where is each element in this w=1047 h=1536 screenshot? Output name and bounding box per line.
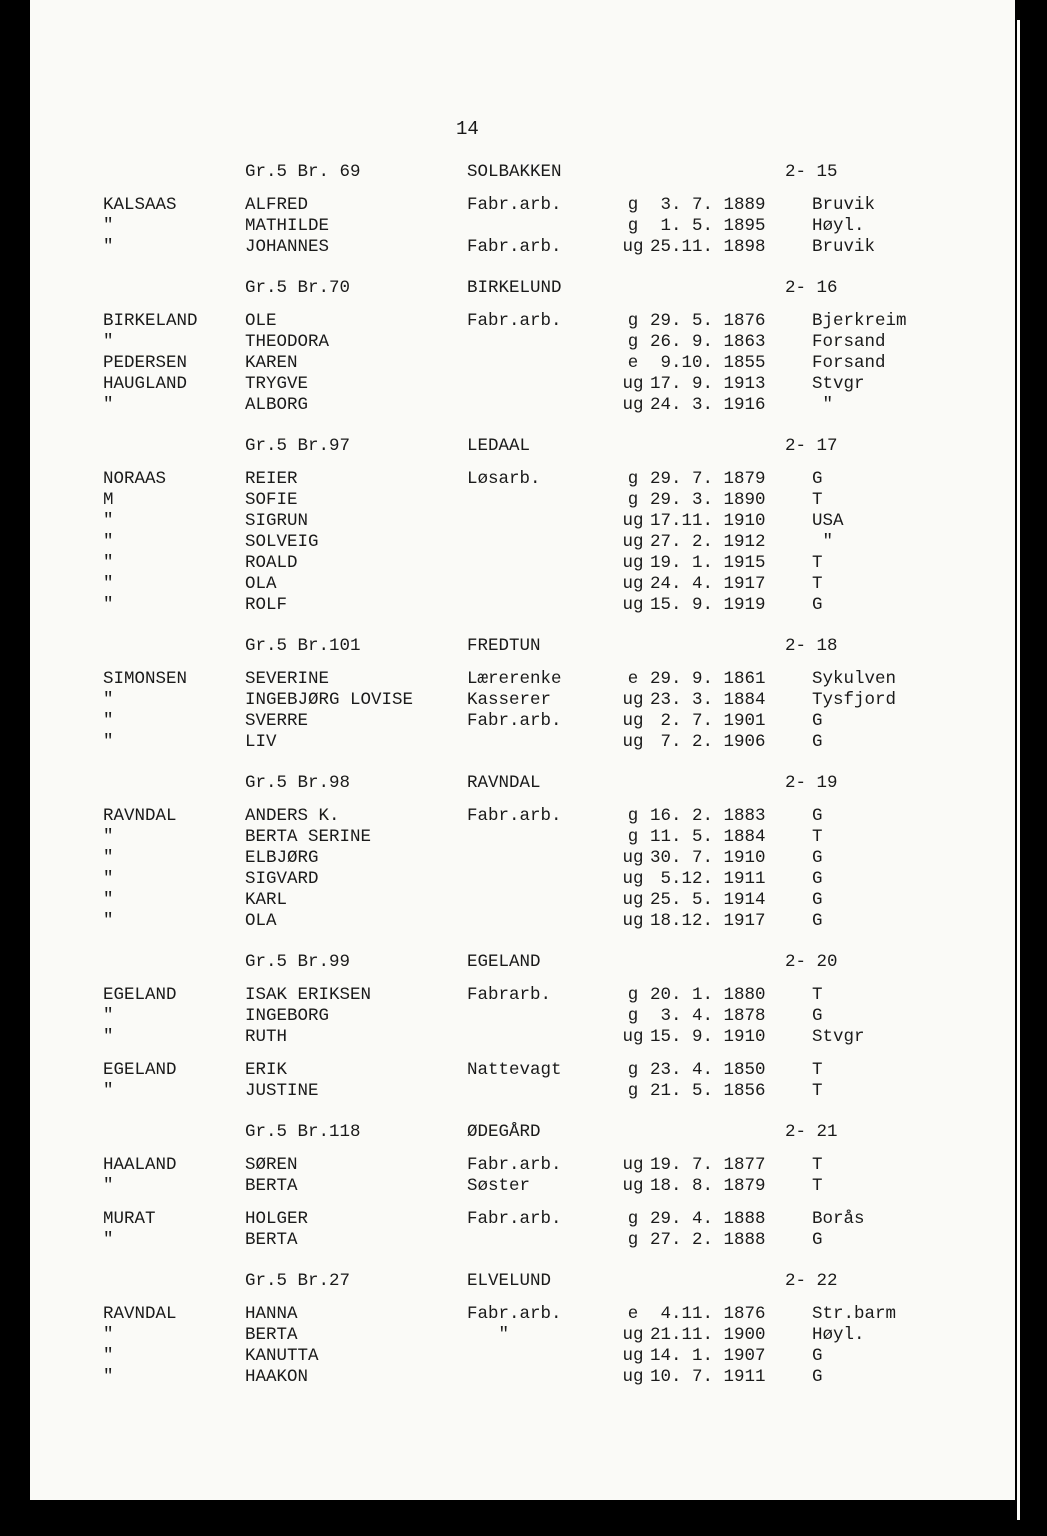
occupation: Fabr.arb. [467, 237, 562, 257]
birth-place: G [812, 1367, 823, 1387]
first-name: KARL [245, 890, 288, 910]
occupation: Fabr.arb. [467, 1155, 562, 1175]
surname: EGELAND [103, 985, 177, 1005]
birth-date: 21. 5. 1856 [650, 1081, 766, 1101]
marital-status: ug [622, 595, 644, 615]
house-name: FREDTUN [467, 636, 541, 656]
surname: NORAAS [103, 469, 167, 489]
birth-date: 29. 7. 1879 [650, 469, 766, 489]
birth-place: USA [812, 511, 844, 531]
birth-date: 24. 3. 1916 [650, 395, 766, 415]
marital-status: g [627, 1006, 639, 1026]
birth-date: 3. 4. 1878 [650, 1006, 766, 1026]
birth-date: 3. 7. 1889 [650, 195, 766, 215]
birth-date: 7. 2. 1906 [650, 732, 766, 752]
person-row [30, 806, 1015, 827]
person-row [30, 1325, 1015, 1346]
house-code: 2- 21 [785, 1122, 838, 1142]
marital-status: g [627, 1209, 639, 1229]
surname: RAVNDAL [103, 806, 177, 826]
first-name: BERTA [245, 1230, 298, 1250]
first-name: ERIK [245, 1060, 288, 1080]
birth-place: T [812, 827, 823, 847]
surname: " [103, 216, 114, 236]
birth-date: 4.11. 1876 [650, 1304, 766, 1324]
birth-date: 11. 5. 1884 [650, 827, 766, 847]
birth-place: T [812, 1176, 823, 1196]
first-name: SØREN [245, 1155, 298, 1175]
person-row [30, 911, 1015, 932]
birth-date: 29. 3. 1890 [650, 490, 766, 510]
marital-status: ug [622, 1155, 644, 1175]
birth-place: T [812, 1155, 823, 1175]
surname: " [103, 395, 114, 415]
surname: SIMONSEN [103, 669, 188, 689]
person-row [30, 490, 1015, 511]
house-code: 2- 22 [785, 1271, 838, 1291]
house-name: LEDAAL [467, 436, 531, 456]
birth-date: 15. 9. 1919 [650, 595, 766, 615]
first-name: SOLVEIG [245, 532, 319, 552]
household-header [30, 436, 1015, 457]
first-name: SOFIE [245, 490, 298, 510]
first-name: ISAK ERIKSEN [245, 985, 372, 1005]
household-header [30, 952, 1015, 973]
first-name: TRYGVE [245, 374, 309, 394]
marital-status: g [627, 985, 639, 1005]
first-name: JOHANNES [245, 237, 330, 257]
birth-place: Forsand [812, 332, 886, 352]
first-name: ALFRED [245, 195, 309, 215]
household-header [30, 1122, 1015, 1143]
marital-status: g [627, 1060, 639, 1080]
surname: " [103, 1367, 114, 1387]
person-row [30, 1230, 1015, 1251]
birth-date: 27. 2. 1888 [650, 1230, 766, 1250]
house-code: 2- 18 [785, 636, 838, 656]
marital-status: ug [622, 732, 644, 752]
first-name: OLE [245, 311, 277, 331]
person-row [30, 1209, 1015, 1230]
page-edge-line [1017, 20, 1020, 1520]
person-row [30, 985, 1015, 1006]
person-row [30, 1006, 1015, 1027]
occupation: Fabrarb. [467, 985, 552, 1005]
person-row [30, 848, 1015, 869]
birth-place: Forsand [812, 353, 886, 373]
first-name: JUSTINE [245, 1081, 319, 1101]
birth-date: 21.11. 1900 [650, 1325, 766, 1345]
household-group [30, 773, 1015, 932]
house-number: Gr.5 Br.70 [245, 278, 351, 298]
person-row [30, 1155, 1015, 1176]
house-code: 2- 15 [785, 162, 838, 182]
marital-status: ug [622, 1325, 644, 1345]
first-name: SIGRUN [245, 511, 309, 531]
first-name: HOLGER [245, 1209, 309, 1229]
person-row [30, 1027, 1015, 1048]
occupation: Søster [467, 1176, 531, 1196]
birth-date: 26. 9. 1863 [650, 332, 766, 352]
occupation: Fabr.arb. [467, 806, 562, 826]
birth-place: G [812, 1346, 823, 1366]
birth-place: Tysfjord [812, 690, 897, 710]
marital-status: ug [622, 1346, 644, 1366]
birth-place: T [812, 1081, 823, 1101]
marital-status: ug [622, 711, 644, 731]
household-header [30, 162, 1015, 183]
marital-status: ug [622, 690, 644, 710]
first-name: BERTA SERINE [245, 827, 372, 847]
marital-status: ug [622, 511, 644, 531]
surname: " [103, 1006, 114, 1026]
birth-date: 27. 2. 1912 [650, 532, 766, 552]
surname: BIRKELAND [103, 311, 198, 331]
person-row [30, 574, 1015, 595]
household-header [30, 1271, 1015, 1292]
household-group [30, 952, 1015, 1102]
birth-place: T [812, 553, 823, 573]
marital-status: ug [622, 869, 644, 889]
surname: PEDERSEN [103, 353, 188, 373]
person-row [30, 353, 1015, 374]
surname: HAALAND [103, 1155, 177, 1175]
person-row [30, 237, 1015, 258]
person-row [30, 690, 1015, 711]
occupation: " [467, 1325, 510, 1345]
first-name: HAAKON [245, 1367, 309, 1387]
surname: " [103, 553, 114, 573]
surname: EGELAND [103, 1060, 177, 1080]
first-name: BERTA [245, 1325, 298, 1345]
birth-date: 23. 4. 1850 [650, 1060, 766, 1080]
surname: " [103, 911, 114, 931]
person-row [30, 732, 1015, 753]
birth-date: 30. 7. 1910 [650, 848, 766, 868]
household-header [30, 636, 1015, 657]
first-name: ROALD [245, 553, 298, 573]
birth-place: G [812, 890, 823, 910]
birth-place: G [812, 806, 823, 826]
house-name: SOLBAKKEN [467, 162, 562, 182]
marital-status: e [627, 669, 639, 689]
house-code: 2- 19 [785, 773, 838, 793]
person-row [30, 216, 1015, 237]
surname: " [103, 1346, 114, 1366]
birth-date: 19. 1. 1915 [650, 553, 766, 573]
first-name: REIER [245, 469, 298, 489]
first-name: OLA [245, 911, 277, 931]
surname: KALSAAS [103, 195, 177, 215]
first-name: ANDERS K. [245, 806, 340, 826]
birth-date: 17. 9. 1913 [650, 374, 766, 394]
person-row [30, 1176, 1015, 1197]
marital-status: ug [622, 1367, 644, 1387]
house-number: Gr.5 Br.101 [245, 636, 361, 656]
surname: " [103, 1027, 114, 1047]
birth-place: Stvgr [812, 1027, 865, 1047]
surname: " [103, 1230, 114, 1250]
birth-place: " [812, 532, 834, 552]
household-header [30, 278, 1015, 299]
birth-date: 16. 2. 1883 [650, 806, 766, 826]
surname: " [103, 511, 114, 531]
house-number: Gr.5 Br.99 [245, 952, 351, 972]
birth-place: T [812, 574, 823, 594]
person-row [30, 195, 1015, 216]
first-name: OLA [245, 574, 277, 594]
person-row [30, 827, 1015, 848]
birth-date: 20. 1. 1880 [650, 985, 766, 1005]
marital-status: g [627, 195, 639, 215]
surname: MURAT [103, 1209, 156, 1229]
surname: " [103, 732, 114, 752]
birth-date: 5.12. 1911 [650, 869, 766, 889]
birth-date: 15. 9. 1910 [650, 1027, 766, 1047]
marital-status: g [627, 216, 639, 236]
surname: " [103, 869, 114, 889]
birth-place: G [812, 732, 823, 752]
person-row [30, 595, 1015, 616]
person-row [30, 1081, 1015, 1102]
person-row [30, 395, 1015, 416]
person-row [30, 669, 1015, 690]
marital-status: g [627, 490, 639, 510]
occupation: Fabr.arb. [467, 711, 562, 731]
first-name: ROLF [245, 595, 288, 615]
birth-date: 29. 9. 1861 [650, 669, 766, 689]
occupation: Lærerenke [467, 669, 562, 689]
birth-place: T [812, 490, 823, 510]
occupation: Fabr.arb. [467, 311, 562, 331]
surname: " [103, 574, 114, 594]
first-name: INGEBORG [245, 1006, 330, 1026]
surname: RAVNDAL [103, 1304, 177, 1324]
surname: " [103, 1081, 114, 1101]
house-name: BIRKELUND [467, 278, 562, 298]
birth-date: 23. 3. 1884 [650, 690, 766, 710]
birth-place: G [812, 711, 823, 731]
first-name: HANNA [245, 1304, 298, 1324]
occupation: Fabr.arb. [467, 1304, 562, 1324]
house-number: Gr.5 Br.97 [245, 436, 351, 456]
birth-date: 10. 7. 1911 [650, 1367, 766, 1387]
first-name: SEVERINE [245, 669, 330, 689]
person-row [30, 374, 1015, 395]
birth-place: Str.barm [812, 1304, 897, 1324]
surname: " [103, 1176, 114, 1196]
marital-status: ug [622, 1027, 644, 1047]
birth-place: G [812, 911, 823, 931]
person-row [30, 1060, 1015, 1081]
birth-place: Stvgr [812, 374, 865, 394]
document-page [30, 0, 1015, 1500]
marital-status: g [627, 332, 639, 352]
first-name: RUTH [245, 1027, 288, 1047]
marital-status: g [627, 1081, 639, 1101]
marital-status: ug [622, 911, 644, 931]
house-code: 2- 20 [785, 952, 838, 972]
house-code: 2- 16 [785, 278, 838, 298]
marital-status: ug [622, 532, 644, 552]
birth-place: G [812, 848, 823, 868]
surname: " [103, 237, 114, 257]
first-name: INGEBJØRG LOVISE [245, 690, 414, 710]
person-row [30, 332, 1015, 353]
birth-date: 24. 4. 1917 [650, 574, 766, 594]
house-number: Gr.5 Br. 69 [245, 162, 361, 182]
person-row [30, 532, 1015, 553]
birth-date: 19. 7. 1877 [650, 1155, 766, 1175]
birth-place: " [812, 395, 834, 415]
person-row [30, 311, 1015, 332]
household-group [30, 636, 1015, 753]
birth-date: 9.10. 1855 [650, 353, 766, 373]
birth-place: Borås [812, 1209, 865, 1229]
birth-date: 25.11. 1898 [650, 237, 766, 257]
birth-date: 29. 5. 1876 [650, 311, 766, 331]
household-group [30, 1122, 1015, 1251]
marital-status: ug [622, 553, 644, 573]
register-listing [30, 162, 1015, 1408]
surname: M [103, 490, 114, 510]
surname: " [103, 711, 114, 731]
birth-place: Sykulven [812, 669, 897, 689]
marital-status: g [627, 311, 639, 331]
occupation: Fabr.arb. [467, 195, 562, 215]
surname: " [103, 690, 114, 710]
household-group [30, 162, 1015, 258]
occupation: Løsarb. [467, 469, 541, 489]
marital-status: ug [622, 395, 644, 415]
first-name: LIV [245, 732, 277, 752]
first-name: BERTA [245, 1176, 298, 1196]
occupation: Nattevagt [467, 1060, 562, 1080]
birth-date: 18.12. 1917 [650, 911, 766, 931]
occupation: Kasserer [467, 690, 552, 710]
birth-date: 18. 8. 1879 [650, 1176, 766, 1196]
birth-place: G [812, 1006, 823, 1026]
birth-place: G [812, 595, 823, 615]
birth-date: 1. 5. 1895 [650, 216, 766, 236]
surname: " [103, 595, 114, 615]
marital-status: e [627, 1304, 639, 1324]
surname: " [103, 848, 114, 868]
birth-date: 2. 7. 1901 [650, 711, 766, 731]
house-name: ØDEGÅRD [467, 1122, 541, 1142]
first-name: ELBJØRG [245, 848, 319, 868]
person-row [30, 1346, 1015, 1367]
marital-status: e [627, 353, 639, 373]
surname: " [103, 1325, 114, 1345]
marital-status: ug [622, 237, 644, 257]
birth-place: T [812, 985, 823, 1005]
household-group [30, 1271, 1015, 1388]
person-row [30, 469, 1015, 490]
house-number: Gr.5 Br.27 [245, 1271, 351, 1291]
first-name: ALBORG [245, 395, 309, 415]
person-row [30, 1304, 1015, 1325]
person-row [30, 511, 1015, 532]
marital-status: ug [622, 848, 644, 868]
person-row [30, 1367, 1015, 1388]
birth-date: 14. 1. 1907 [650, 1346, 766, 1366]
house-number: Gr.5 Br.118 [245, 1122, 361, 1142]
birth-place: T [812, 1060, 823, 1080]
marital-status: ug [622, 1176, 644, 1196]
house-name: ELVELUND [467, 1271, 552, 1291]
birth-place: Bjerkreim [812, 311, 907, 331]
first-name: SIGVARD [245, 869, 319, 889]
birth-place: Bruvik [812, 237, 876, 257]
surname: " [103, 532, 114, 552]
house-name: EGELAND [467, 952, 541, 972]
first-name: SVERRE [245, 711, 309, 731]
birth-place: G [812, 869, 823, 889]
surname: " [103, 827, 114, 847]
birth-date: 29. 4. 1888 [650, 1209, 766, 1229]
household-group [30, 436, 1015, 616]
birth-place: G [812, 1230, 823, 1250]
house-code: 2- 17 [785, 436, 838, 456]
person-row [30, 553, 1015, 574]
person-row [30, 890, 1015, 911]
first-name: KAREN [245, 353, 298, 373]
household-header [30, 773, 1015, 794]
occupation: Fabr.arb. [467, 1209, 562, 1229]
house-name: RAVNDAL [467, 773, 541, 793]
house-number: Gr.5 Br.98 [245, 773, 351, 793]
first-name: KANUTTA [245, 1346, 319, 1366]
birth-date: 25. 5. 1914 [650, 890, 766, 910]
marital-status: ug [622, 374, 644, 394]
birth-date: 17.11. 1910 [650, 511, 766, 531]
first-name: MATHILDE [245, 216, 330, 236]
surname: HAUGLAND [103, 374, 188, 394]
marital-status: g [627, 1230, 639, 1250]
marital-status: g [627, 827, 639, 847]
birth-place: Bruvik [812, 195, 876, 215]
page-number: 14 [456, 118, 479, 140]
first-name: THEODORA [245, 332, 330, 352]
surname: " [103, 890, 114, 910]
marital-status: g [627, 469, 639, 489]
household-group [30, 278, 1015, 416]
marital-status: g [627, 806, 639, 826]
birth-place: G [812, 469, 823, 489]
marital-status: ug [622, 890, 644, 910]
birth-place: Høyl. [812, 216, 865, 236]
surname: " [103, 332, 114, 352]
marital-status: ug [622, 574, 644, 594]
birth-place: Høyl. [812, 1325, 865, 1345]
person-row [30, 869, 1015, 890]
person-row [30, 711, 1015, 732]
